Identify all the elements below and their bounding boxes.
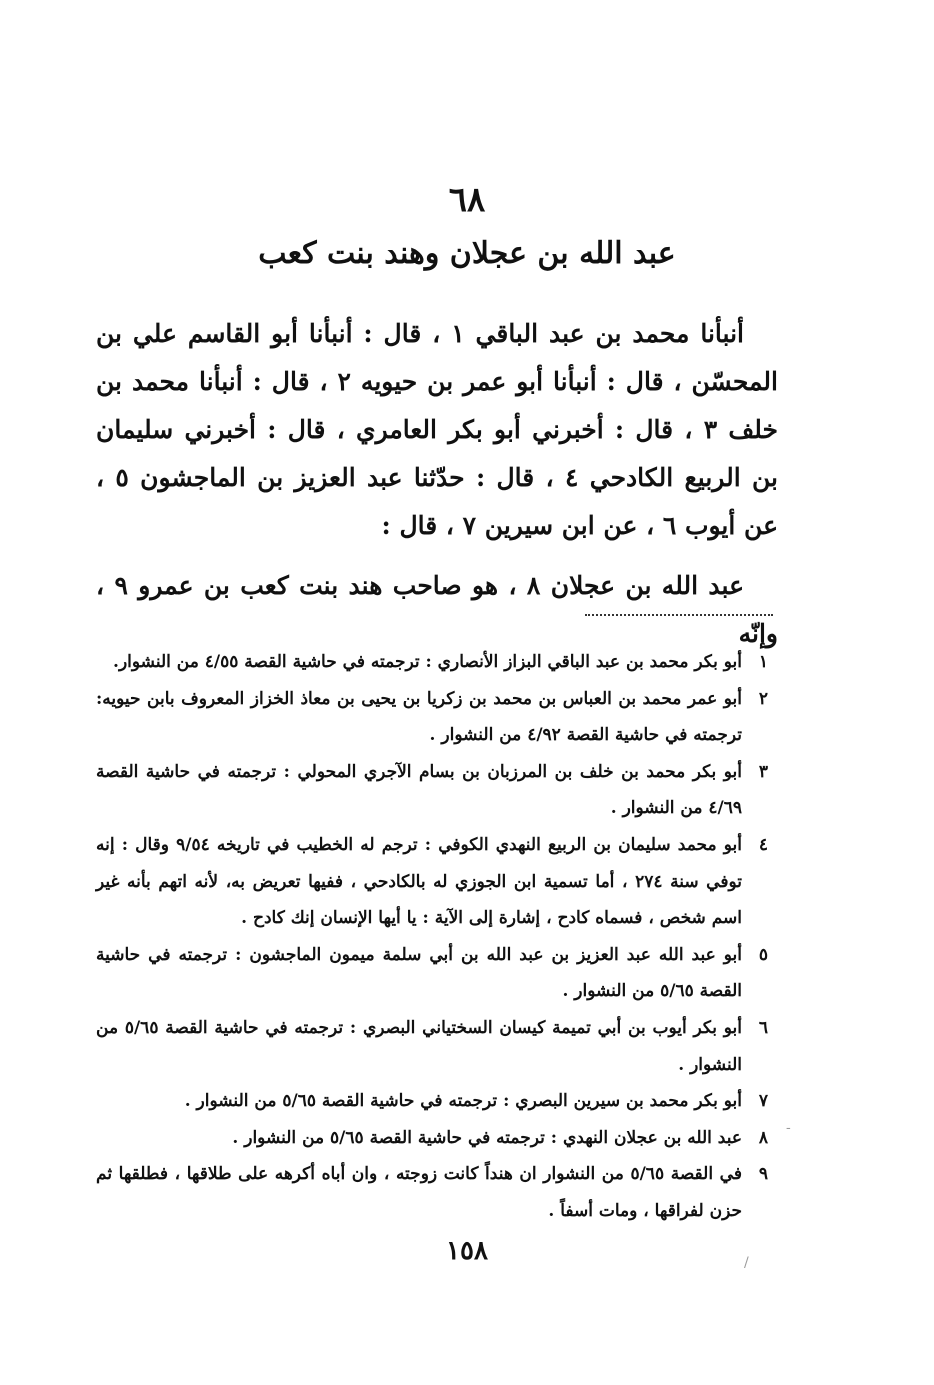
- footnotes: [96, 644, 768, 1230]
- footnote-text: أبو عبد الله عبد العزيز بن عبد الله بن أبي سلمة ميمون الماجشون : ترجمته في حاشية القصة ٥/٦٥ من النشوار .: [96, 944, 742, 1002]
- footnote-number: ٨: [758, 1127, 768, 1148]
- page-number: ١٥٨: [446, 1236, 488, 1266]
- footnote-text: أبو بكر محمد بن عبد الباقي البزاز الأنصاري : ترجمته في حاشية القصة ٤/٥٥ من النشوار.: [113, 652, 742, 672]
- footnote-number: ٢: [758, 688, 768, 709]
- footnote-text: أبو بكر محمد بن خلف بن المرزبان بن بسام الآجري المحولي : ترجمته في حاشية القصة ٤/٦٩ من النشوار .: [96, 761, 742, 819]
- story-title: عبد الله بن عجلان وهند بنت كعب: [258, 236, 676, 271]
- footnote-item: [96, 1010, 768, 1083]
- footnote-number: ٧: [758, 1091, 768, 1112]
- scan-speck-mark: /: [744, 1255, 749, 1271]
- footnote-number: ٥: [758, 944, 768, 965]
- footnote-item: [96, 1120, 768, 1157]
- footnote-text: أبو محمد سليمان بن الربيع النهدي الكوفي : ترجم له الخطيب في تاريخه ٩/٥٤ وقال : إنه توفي سنة ٢٧٤ ، أما تسمية ابن الجوزي له بالكادحي ، ففيها تعريض به، لأنه اتهم بأنه غير اسم شخص ، فسماه كادح ، إشارة إلى الآية : يا أيها الإنسان إنك كادح .: [96, 834, 743, 929]
- footnote-item: [96, 827, 768, 937]
- footnote-number: ١: [758, 652, 768, 672]
- footnote-number: ٩: [758, 1164, 768, 1185]
- footnote-divider: [585, 614, 773, 616]
- footnote-text: عبد الله بن عجلان النهدي : ترجمته في حاشية القصة ٥/٦٥ من النشوار .: [232, 1127, 742, 1148]
- footnote-text: أبو بكر أيوب بن أبي تميمة كيسان السختياني البصري : ترجمته في حاشية القصة ٥/٦٥ من النشوار .: [96, 1017, 743, 1075]
- story-number: ٦٨: [448, 180, 486, 220]
- footnote-item: [96, 644, 768, 681]
- footnote-item: [96, 754, 768, 827]
- body-text: [96, 310, 778, 658]
- body-paragraph-matn: عبد الله بن عجلان ٨ ، هو صاحب هند بنت كعب بن عمرو ٩ ، وإنّه: [96, 571, 778, 648]
- footnote-text: في القصة ٥/٦٥ من النشوار ان هنداً كانت زوجته ، وان أباه أكرهه على طلاقها ، فطلقها ثم حزن لفراقها ، ومات أسفاً .: [96, 1164, 742, 1221]
- footnote-text: أبو عمر محمد بن العباس بن محمد بن زكريا بن يحيى بن معاذ الخزاز المعروف بابن حيويه: ترجمته في حاشية القصة ٤/٩٢ من النشوار .: [96, 688, 742, 746]
- footnote-number: ٤: [758, 834, 768, 855]
- footnote-number: ٦: [758, 1017, 768, 1038]
- scan-speck-mark: -: [786, 1120, 791, 1136]
- footnote-item: [96, 1083, 768, 1120]
- footnote-item: [96, 1156, 768, 1229]
- footnote-item: [96, 681, 768, 754]
- footnote-item: [96, 937, 768, 1010]
- body-paragraph-isnad: أنبأنا محمد بن عبد الباقي ١ ، قال : أنبأنا أبو القاسم علي بن المحسّن ، قال : أنبأنا أبو عمر بن حيويه ٢ ، قال : أنبأنا محمد بن خلف ٣ ، قال : أخبرني أبو بكر العامري ، قال : أخبرني سليمان بن الربيع الكادحي ٤ ، قال : حدّثنا عبد العزيز بن الماجشون ٥ ، عن أيوب ٦ ، عن ابن سيرين ٧ ، قال :: [96, 319, 779, 540]
- footnote-text: أبو بكر محمد بن سيرين البصري : ترجمته في حاشية القصة ٥/٦٥ من النشوار .: [184, 1091, 742, 1112]
- footnote-number: ٣: [758, 761, 768, 782]
